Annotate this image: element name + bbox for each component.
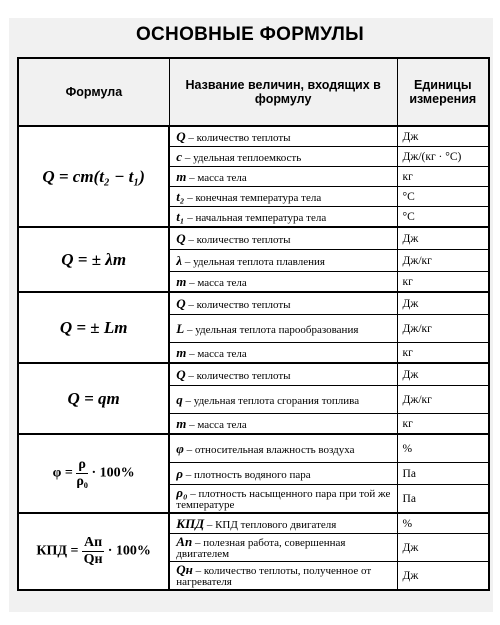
quantity-cell: [169, 167, 397, 187]
unit-cell: Дж: [397, 534, 489, 562]
quantity-symbol: Q: [176, 295, 186, 311]
quantity-cell: [169, 363, 397, 386]
quantity-cell: [169, 463, 397, 485]
unit-cell: Дж/кг: [397, 250, 489, 272]
formula-text: Q = ± Lm: [59, 317, 128, 337]
table-row: [18, 227, 489, 250]
quantity-description: – количество теплоты: [188, 131, 291, 144]
quantity-symbol: ρ₀: [176, 485, 188, 500]
unit-cell: кг: [397, 343, 489, 364]
quantity-description: – масса тела: [189, 418, 247, 431]
quantity-cell: [169, 434, 397, 463]
quantity-cell: [169, 534, 397, 562]
quantity-cell: [169, 227, 397, 250]
quantity-cell: [169, 126, 397, 147]
formula-cell: [18, 363, 169, 434]
quantity-symbol: t₂: [176, 188, 185, 204]
formula-tail: · 100%: [107, 543, 151, 559]
formula-cell: [18, 292, 169, 363]
unit-cell: Дж: [397, 227, 489, 250]
quantity-description: – плотность водяного пара: [185, 468, 311, 481]
quantity-symbol: Qн: [176, 562, 193, 577]
formulas-table: [17, 57, 490, 591]
formula-fraction: [76, 457, 88, 490]
unit-cell: Па: [397, 485, 489, 514]
table-row: [18, 126, 489, 147]
unit-cell: Дж/(кг · °С): [397, 147, 489, 167]
quantity-description: – плотность насыщенного пара при той же температуре: [176, 488, 391, 511]
quantity-cell: [169, 207, 397, 228]
header-units: Единицы измерения: [397, 58, 489, 126]
quantity-symbol: Q: [176, 230, 186, 246]
formula-text: Q = cm(t₂ − t₁): [42, 166, 145, 186]
quantity-cell: [169, 250, 397, 272]
quantity-symbol: Aп: [176, 534, 193, 549]
quantity-cell: [169, 292, 397, 315]
table-row: [18, 363, 489, 386]
unit-cell: °С: [397, 207, 489, 228]
table-row: [18, 292, 489, 315]
quantity-description: – относительная влажность воздуха: [186, 443, 355, 456]
formula-lead: φ =: [52, 465, 73, 481]
formula-fraction: [82, 535, 104, 568]
unit-cell: Дж: [397, 126, 489, 147]
quantity-cell: [169, 513, 397, 534]
formula-cell: [18, 513, 169, 590]
quantity-cell: [169, 343, 397, 364]
quantity-cell: [169, 187, 397, 207]
quantity-description: – удельная теплота плавления: [184, 255, 325, 268]
quantity-cell: [169, 414, 397, 435]
quantity-cell: [169, 315, 397, 343]
unit-cell: Дж/кг: [397, 315, 489, 343]
quantity-symbol: m: [176, 273, 187, 289]
quantity-symbol: q: [176, 391, 183, 407]
fraction-denominator: ρ₀: [76, 474, 89, 489]
quantity-symbol: Q: [176, 366, 186, 382]
quantity-symbol: φ: [176, 440, 184, 456]
formula-text: Q = qm: [67, 388, 120, 408]
quantity-cell: [169, 272, 397, 293]
quantity-description: – полезная работа, совершенная двигателем: [176, 537, 346, 560]
quantity-description: – удельная теплоемкость: [184, 151, 302, 164]
quantity-symbol: m: [176, 168, 187, 184]
quantity-description: – масса тела: [189, 347, 247, 360]
header-formula: Формула: [18, 58, 169, 126]
quantity-cell: [169, 386, 397, 414]
quantity-description: – масса тела: [189, 171, 247, 184]
unit-cell: кг: [397, 272, 489, 293]
quantity-symbol: m: [176, 344, 187, 360]
formula-lead: КПД =: [36, 543, 79, 559]
unit-cell: %: [397, 434, 489, 463]
formula-text: Q = ± λm: [61, 249, 127, 269]
unit-cell: %: [397, 513, 489, 534]
quantity-symbol: КПД: [176, 515, 205, 531]
fraction-numerator: ρ: [76, 457, 88, 474]
formula-cell: [18, 227, 169, 292]
quantity-description: – количество теплоты: [188, 298, 291, 311]
quantity-symbol: ρ: [176, 465, 183, 481]
quantity-description: – КПД теплового двигателя: [206, 518, 337, 531]
unit-cell: °С: [397, 187, 489, 207]
quantity-description: – масса тела: [189, 276, 247, 289]
quantity-cell: [169, 562, 397, 591]
unit-cell: кг: [397, 414, 489, 435]
unit-cell: Дж/кг: [397, 386, 489, 414]
unit-cell: кг: [397, 167, 489, 187]
quantity-symbol: L: [176, 320, 185, 336]
unit-cell: Па: [397, 463, 489, 485]
fraction-denominator: Qн: [83, 552, 103, 567]
quantity-description: – конечная температура тела: [187, 191, 322, 204]
formula-cell: [18, 126, 169, 227]
quantity-symbol: λ: [176, 252, 183, 268]
page-title: ОСНОВНЫЕ ФОРМУЛЫ: [135, 24, 365, 45]
unit-cell: Дж: [397, 562, 489, 591]
quantity-description: – начальная температура тела: [187, 211, 327, 224]
quantity-description: – удельная теплота парообразования: [186, 323, 359, 336]
quantity-description: – удельная теплота сгорания топлива: [185, 394, 360, 407]
quantity-description: – количество теплоты, полученное от нагревателя: [176, 565, 372, 588]
header-row: [18, 58, 489, 126]
quantity-cell: [169, 485, 397, 514]
unit-cell: Дж: [397, 363, 489, 386]
quantity-symbol: Q: [176, 128, 186, 144]
formula-cell: [18, 434, 169, 513]
formula-tail: · 100%: [91, 465, 135, 481]
table-row: [18, 434, 489, 463]
table-row: [18, 513, 489, 534]
unit-cell: Дж: [397, 292, 489, 315]
quantity-cell: [169, 147, 397, 167]
fraction-numerator: Aп: [84, 535, 103, 550]
quantity-description: – количество теплоты: [188, 233, 291, 246]
quantity-symbol: t₁: [176, 208, 185, 224]
quantity-symbol: c: [176, 148, 183, 164]
quantity-symbol: m: [176, 415, 187, 431]
quantity-description: – количество теплоты: [188, 369, 291, 382]
header-quantities: Название величин, входящих в формулу: [169, 58, 397, 126]
